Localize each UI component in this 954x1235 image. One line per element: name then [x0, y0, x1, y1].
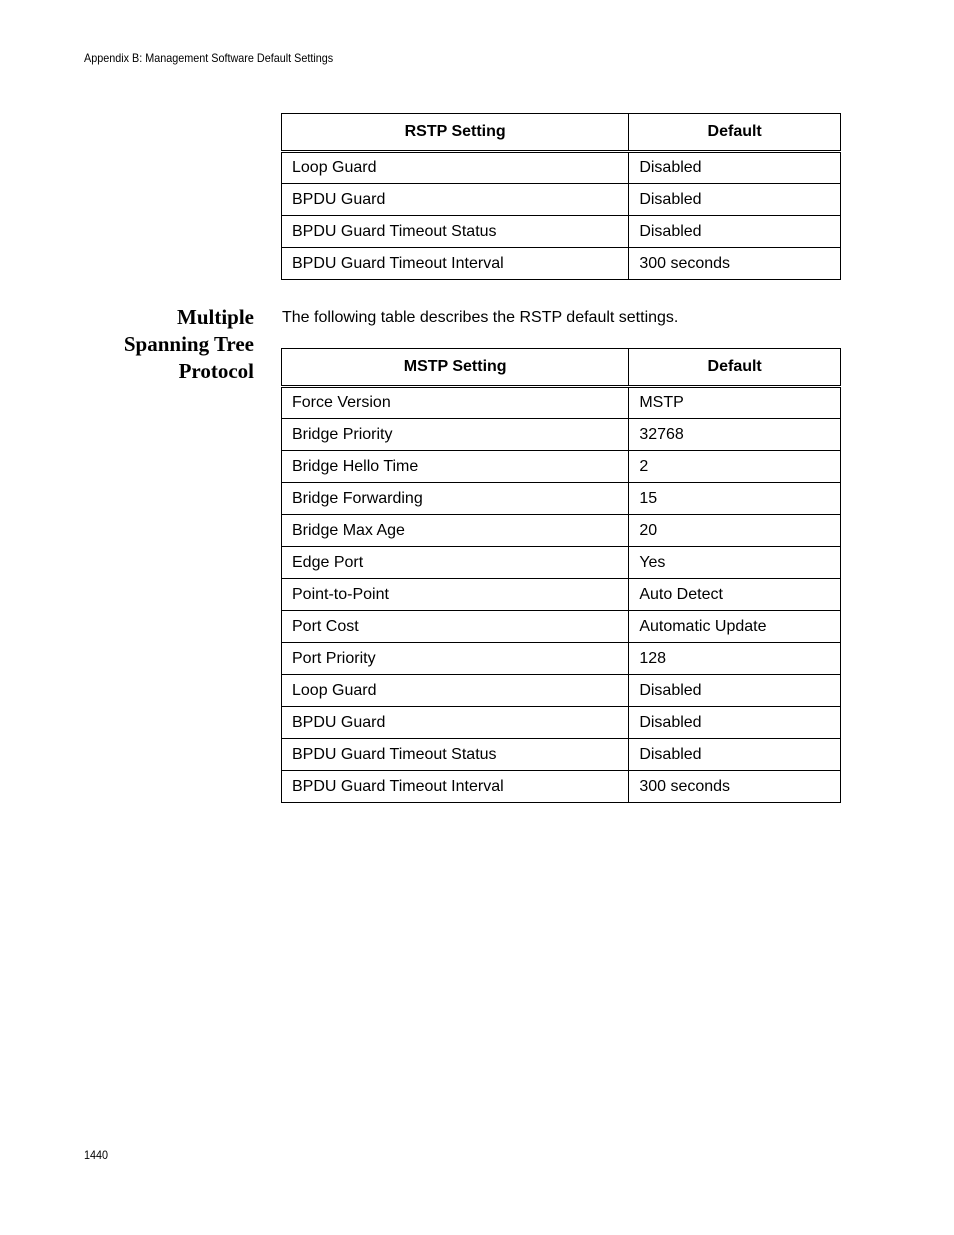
section-heading-line: Spanning Tree — [123, 332, 254, 356]
setting-cell: BPDU Guard Timeout Status — [282, 216, 629, 248]
setting-cell: BPDU Guard Timeout Interval — [282, 771, 629, 803]
setting-cell: Bridge Forwarding — [282, 483, 629, 515]
default-cell: 32768 — [629, 419, 841, 451]
running-header: Appendix B: Management Software Default Settings — [84, 51, 334, 65]
setting-cell: BPDU Guard — [282, 707, 629, 739]
section-heading-line: Protocol — [178, 359, 254, 383]
default-cell: Disabled — [629, 152, 841, 184]
default-cell: 300 seconds — [629, 771, 841, 803]
table-row — [282, 515, 841, 547]
table-row — [282, 248, 841, 280]
table-header-row — [282, 349, 841, 387]
table-row — [282, 184, 841, 216]
setting-cell: BPDU Guard — [282, 184, 629, 216]
table-row — [282, 643, 841, 675]
default-cell: 2 — [629, 451, 841, 483]
default-cell: Yes — [629, 547, 841, 579]
table-row — [282, 547, 841, 579]
setting-cell: Loop Guard — [282, 675, 629, 707]
section-heading-line: Multiple — [177, 305, 254, 329]
mstp-settings-table — [281, 348, 841, 803]
table-row — [282, 675, 841, 707]
column-header-setting: RSTP Setting — [282, 114, 629, 152]
table-row — [282, 483, 841, 515]
table-row — [282, 152, 841, 184]
default-cell: 15 — [629, 483, 841, 515]
setting-cell: Point-to-Point — [282, 579, 629, 611]
default-cell: Disabled — [629, 675, 841, 707]
column-header-default: Default — [629, 114, 841, 152]
default-cell: MSTP — [629, 387, 841, 419]
section-heading — [54, 304, 254, 385]
setting-cell: Loop Guard — [282, 152, 629, 184]
rstp-settings-table — [281, 113, 841, 280]
setting-cell: Bridge Hello Time — [282, 451, 629, 483]
default-cell: Disabled — [629, 707, 841, 739]
default-cell: Auto Detect — [629, 579, 841, 611]
setting-cell: Force Version — [282, 387, 629, 419]
default-cell: 128 — [629, 643, 841, 675]
table-row — [282, 419, 841, 451]
setting-cell: Bridge Priority — [282, 419, 629, 451]
section-intro: The following table describes the RSTP default settings. — [282, 309, 679, 326]
table-row — [282, 771, 841, 803]
table-row — [282, 739, 841, 771]
setting-cell: BPDU Guard Timeout Status — [282, 739, 629, 771]
default-cell: Disabled — [629, 184, 841, 216]
setting-cell: Edge Port — [282, 547, 629, 579]
default-cell: 300 seconds — [629, 248, 841, 280]
default-cell: Disabled — [629, 739, 841, 771]
table-row — [282, 707, 841, 739]
setting-cell: BPDU Guard Timeout Interval — [282, 248, 629, 280]
table-row — [282, 451, 841, 483]
table-row — [282, 387, 841, 419]
page-number: 1440 — [84, 1148, 109, 1162]
setting-cell: Bridge Max Age — [282, 515, 629, 547]
table-row — [282, 611, 841, 643]
column-header-setting: MSTP Setting — [282, 349, 629, 387]
default-cell: Disabled — [629, 216, 841, 248]
default-cell: Automatic Update — [629, 611, 841, 643]
default-cell: 20 — [629, 515, 841, 547]
table-row — [282, 216, 841, 248]
setting-cell: Port Priority — [282, 643, 629, 675]
column-header-default: Default — [629, 349, 841, 387]
setting-cell: Port Cost — [282, 611, 629, 643]
table-row — [282, 579, 841, 611]
table-header-row — [282, 114, 841, 152]
